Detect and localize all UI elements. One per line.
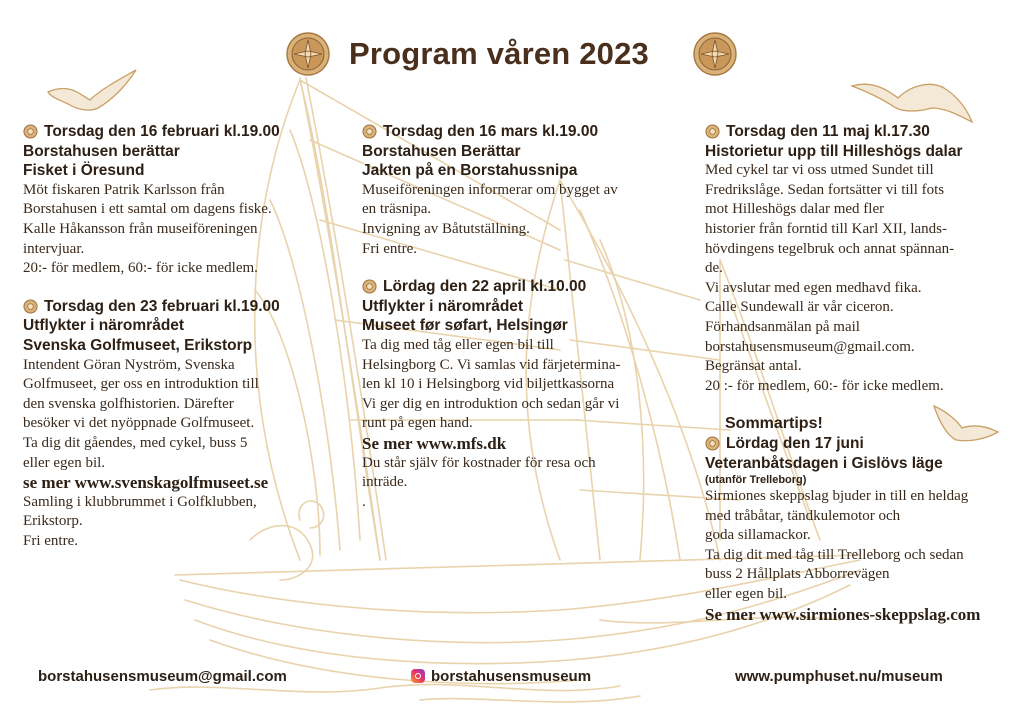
program-column-3 [705,122,1005,624]
event-link[interactable]: Se mer www.sirmiones-skeppslag.com [705,604,981,624]
event-line: eller egen bil. [705,586,788,603]
event-line: intervjuar. [23,240,85,257]
event-date: Torsdag den 11 maj kl.17.30 [705,122,1005,142]
event-line: Intendent Göran Nyström, Svenska [23,356,235,373]
event-line: den svenska golfhistorien. Därefter [23,395,234,412]
event-card [362,122,682,259]
event-headline: Utflykter i närområdet [362,297,524,315]
compass-medal-icon [286,32,330,76]
event-line: Med cykel tar vi oss utmed Sundet till [705,162,934,179]
event-line: de. [705,260,723,277]
event-line: Ta dig dit gåendes, med cykel, buss 5 [23,434,248,451]
event-line: historier från forntid till Karl XII, lands- [705,220,948,237]
event-line: Vi ger dig en introduktion och sedan går vi [362,395,620,412]
coin-bullet-icon [705,436,720,451]
event-card [705,122,1005,396]
header [0,32,1024,80]
event-card [705,434,1005,624]
coin-bullet-icon [362,279,377,294]
event-subheadline: Svenska Golfmuseet, Erikstorp [23,336,253,354]
event-line: Erikstorp. [23,513,83,530]
event-line: Ta dig med tåg eller egen bil till [362,336,554,353]
event-line: Sirmiones skeppslag bjuder in till en heldag [705,488,969,505]
event-line: hövdingens tegelbruk och annat spännan- [705,240,955,257]
event-line: Invigning av Båtutställning. [362,220,530,237]
event-headline: Borstahusen berättar [23,142,180,160]
event-line: Du står själv för kostnader för resa och [362,454,596,471]
footer-email[interactable]: borstahusensmuseum@gmail.com [38,668,287,685]
event-headline: Veteranbåtsdagen i Gislövs läge [705,454,943,472]
event-line: . [362,493,366,510]
event-line: Fri entre. [362,240,417,257]
event-date: Torsdag den 16 februari kl.19.00 [23,122,353,142]
coin-bullet-icon [23,299,38,314]
coin-bullet-icon [705,124,720,139]
event-line: Vi avslutar med egen medhavd fika. [705,279,922,296]
event-line: Fredrikslåge. Sedan fortsätter vi till fots [705,181,945,198]
event-line: besöker vi det nyöppnade Golfmuseet. [23,415,255,432]
event-line: borstahusensmuseum@gmail.com. [705,338,915,355]
event-line: Möt fiskaren Patrik Karlsson från [23,181,225,198]
coin-bullet-icon [23,124,38,139]
event-date: Torsdag den 16 mars kl.19.00 [362,122,682,142]
event-date: Lördag den 22 april kl.10.00 [362,277,682,297]
event-card [362,277,682,512]
compass-medal-icon [693,32,737,76]
event-line: 20 :- för medlem, 60:- för icke medlem. [705,377,944,394]
event-date: Torsdag den 23 februari kl.19.00 [23,297,353,317]
event-line: Borstahusen i ett samtal om dagens fiske. [23,201,272,218]
event-line: med tråbåtar, tändkulemotor och [705,507,901,524]
event-line: Museiföreningen informerar om bygget av [362,181,618,198]
event-line: en träsnipa. [362,201,432,218]
coin-bullet-icon [362,124,377,139]
event-subheadline: Museet før søfart, Helsingør [362,317,568,335]
event-line: inträde. [362,474,408,491]
event-subheadline: Fisket i Öresund [23,162,145,180]
event-line: Fri entre. [23,532,78,549]
event-line: eller egen bil. [23,454,106,471]
event-line: goda sillamackor. [705,527,811,544]
event-line: Samling i klubbrummet i Golfklubben, [23,493,257,510]
summer-tips-heading: Sommartips! [725,415,823,433]
event-date: Lördag den 17 juni [705,434,1005,454]
event-line: Calle Sundewall är vår ciceron. [705,299,894,316]
event-line: 20:- för medlem, 60:- för icke medlem. [23,260,258,277]
event-line: Förhandsanmälan på mail [705,318,860,335]
event-line: Ta dig dit med tåg till Trelleborg och sedan [705,546,964,563]
footer-instagram[interactable]: borstahusensmuseum [411,668,591,685]
page-title: Program våren 2023 [349,36,649,71]
event-subheadline: Jakten på en Borstahussnipa [362,162,578,180]
event-link[interactable]: Se mer www.mfs.dk [362,433,507,453]
event-line: mot Hilleshögs dalar med fler [705,201,885,218]
event-headline: Utflykter i närområdet [23,317,185,335]
event-link[interactable]: se mer www.svenskagolfmuseet.se [23,473,269,493]
instagram-icon [411,669,425,683]
event-line: runt på egen hand. [362,415,473,432]
event-subnote: (utanför Trelleborg) [705,474,807,487]
event-headline: Borstahusen Berättar [362,142,521,160]
footer-website[interactable]: www.pumphuset.nu/museum [735,668,943,685]
event-headline: Historietur upp till Hilleshögs dalar [705,142,963,160]
event-line: Kalle Håkansson från museiföreningen [23,220,258,237]
event-line: Golfmuseet, ger oss en introduktion till [23,376,259,393]
event-card [23,122,353,279]
program-column-2 [362,122,682,512]
event-line: len kl 10 i Helsingborg vid biljettkassorna [362,376,615,393]
event-card [23,297,353,552]
event-line: buss 2 Hållplats Abborrevägen [705,566,890,583]
event-line: Begränsat antal. [705,358,802,375]
program-column-1 [23,122,353,551]
event-line: Helsingborg C. Vi samlas vid färjetermina- [362,356,621,373]
